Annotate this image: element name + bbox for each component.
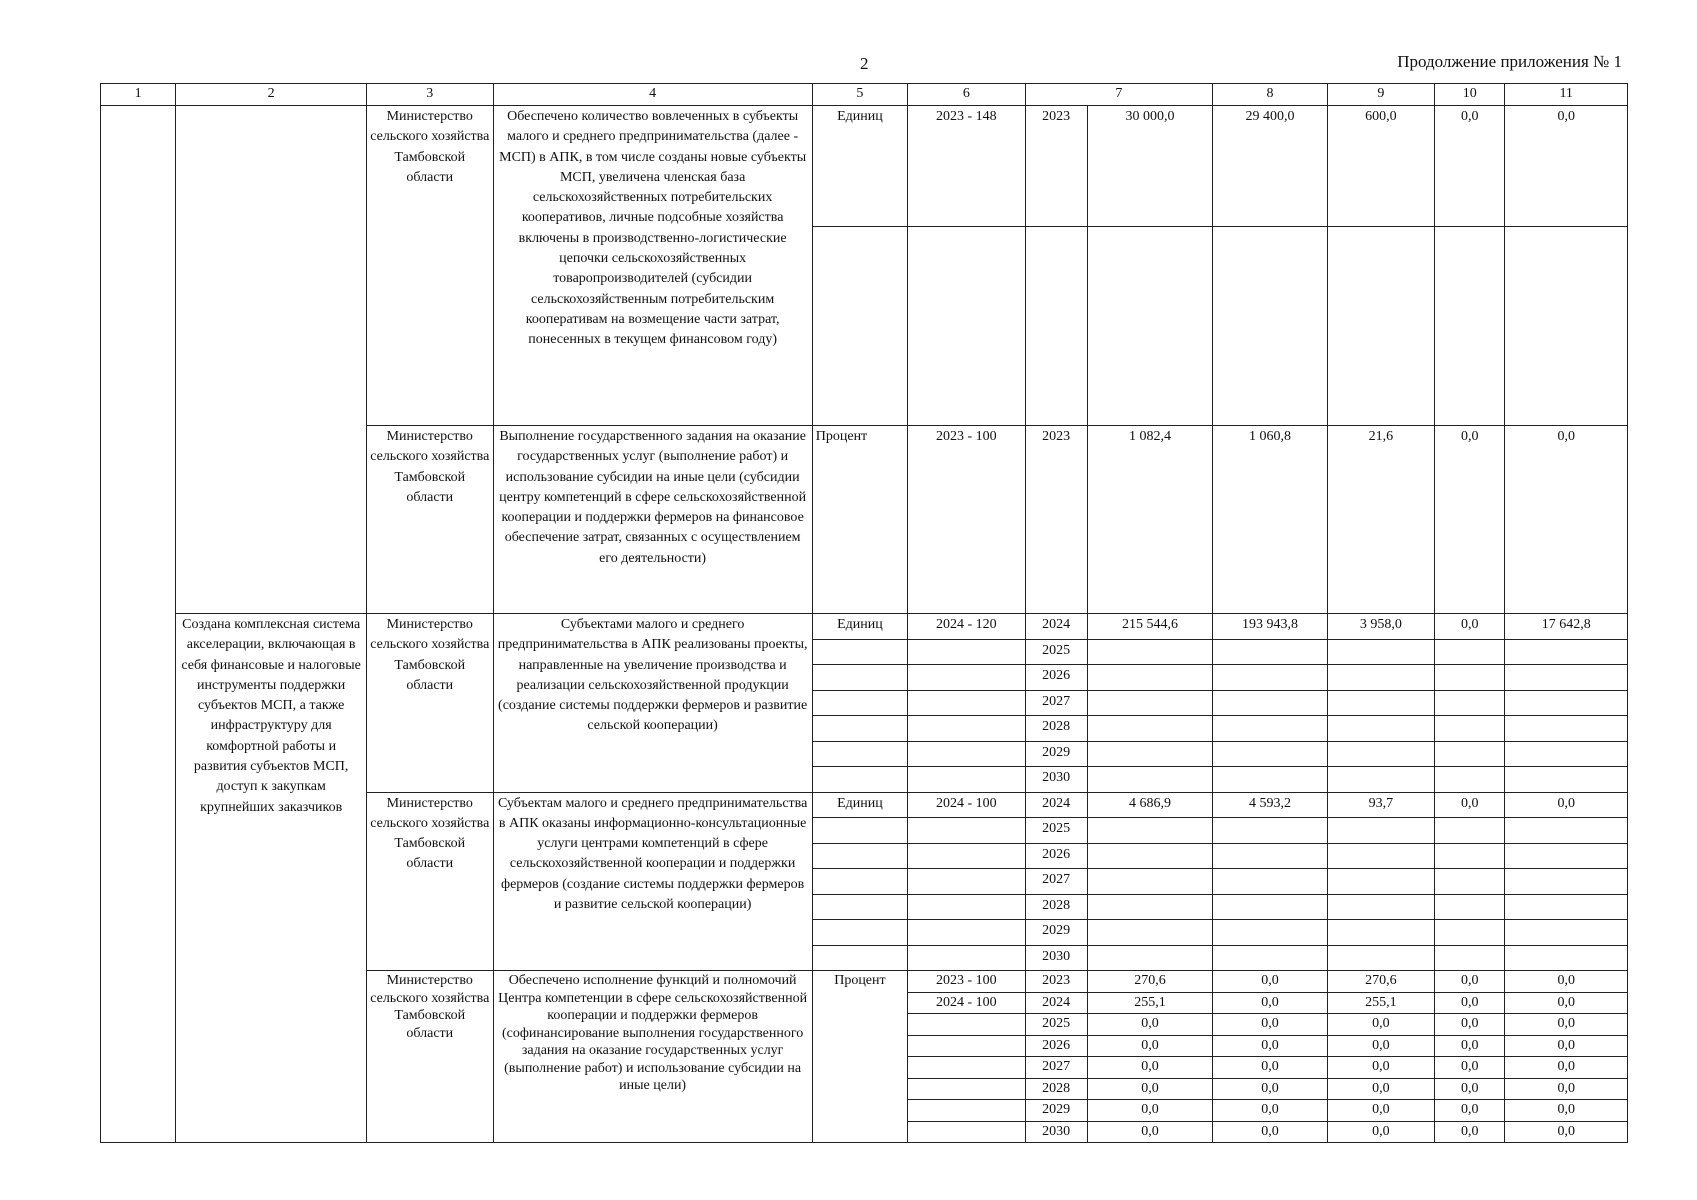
value-col11: 0,0 — [1505, 992, 1628, 1014]
target-cell: 2023 - 100 — [908, 426, 1025, 614]
value-col10: 0,0 — [1435, 1100, 1505, 1122]
total-cell: 0,0 — [1087, 1035, 1212, 1057]
empty-cell — [1087, 227, 1212, 426]
table-row — [101, 106, 1628, 227]
value-col9: 255,1 — [1327, 992, 1434, 1014]
empty-cell — [1087, 945, 1212, 971]
empty-cell — [812, 716, 907, 742]
value-col10: 0,0 — [1435, 792, 1505, 818]
empty-cell — [1213, 843, 1327, 869]
empty-cell — [1087, 920, 1212, 946]
value-col10: 0,0 — [1435, 614, 1505, 640]
description-cell: Субъектами малого и среднего предпринимательства в АПК реализованы проекты, направленные на увеличение производства и реализации сельскохозяйственной продукции (создание системы поддержки фермеров и развитие сельской кооперации) — [493, 614, 812, 793]
value-col8: 1 060,8 — [1213, 426, 1327, 614]
empty-cell — [908, 665, 1025, 691]
value-col8: 0,0 — [1213, 1121, 1327, 1143]
value-col9: 0,0 — [1327, 1035, 1434, 1057]
value-col10: 0,0 — [1435, 1121, 1505, 1143]
unit-cell: Единиц — [812, 106, 907, 227]
empty-cell — [1327, 665, 1434, 691]
empty-cell — [1327, 894, 1434, 920]
value-col11: 0,0 — [1505, 1121, 1628, 1143]
year-cell: 2024 — [1025, 992, 1087, 1014]
cell-col2-empty — [176, 106, 367, 614]
empty-cell — [1435, 227, 1505, 426]
col-header-5: 5 — [812, 84, 907, 106]
year-cell: 2024 — [1025, 614, 1087, 640]
responsible-cell: Министерство сельского хозяйства Тамбовской области — [367, 106, 493, 426]
empty-cell — [812, 639, 907, 665]
empty-cell — [1213, 869, 1327, 895]
year-cell: 2026 — [1025, 665, 1087, 691]
empty-cell — [1327, 716, 1434, 742]
value-col11: 0,0 — [1505, 1078, 1628, 1100]
target-cell — [908, 1078, 1025, 1100]
target-cell — [908, 1035, 1025, 1057]
value-col11: 0,0 — [1505, 106, 1628, 227]
empty-cell — [812, 894, 907, 920]
description-cell: Выполнение государственного задания на оказание государственных услуг (выполнение работ) и использование субсидии на иные цели (субсидии центру компетенций в сфере сельскохозяйственной кооперации и поддержки фермеров на финансовое обеспечение затрат, связанных с осуществлением его деятельности) — [493, 426, 812, 614]
value-col8: 193 943,8 — [1213, 614, 1327, 640]
empty-cell — [1505, 945, 1628, 971]
empty-cell — [1327, 818, 1434, 844]
col-header-11: 11 — [1505, 84, 1628, 106]
empty-cell — [812, 945, 907, 971]
empty-cell — [1505, 639, 1628, 665]
year-cell: 2027 — [1025, 869, 1087, 895]
empty-cell — [908, 894, 1025, 920]
empty-cell — [1505, 716, 1628, 742]
value-col9: 270,6 — [1327, 971, 1434, 993]
description-cell: Субъектам малого и среднего предпринимательства в АПК оказаны информационно-консультационные услуги центрами компетенций в сфере сельскохозяйственной кооперации и поддержки фермеров (создание системы поддержки фермеров и развитие сельской кооперации) — [493, 792, 812, 971]
empty-cell — [1327, 639, 1434, 665]
target-cell: 2023 - 148 — [908, 106, 1025, 227]
value-col9: 93,7 — [1327, 792, 1434, 818]
empty-cell — [812, 818, 907, 844]
year-cell: 2030 — [1025, 767, 1087, 793]
appendix-table — [100, 83, 1628, 1143]
total-cell: 0,0 — [1087, 1057, 1212, 1079]
empty-cell — [1213, 227, 1327, 426]
year-cell: 2025 — [1025, 639, 1087, 665]
empty-cell — [1087, 869, 1212, 895]
year-cell: 2028 — [1025, 1078, 1087, 1100]
empty-cell — [812, 767, 907, 793]
value-col9: 3 958,0 — [1327, 614, 1434, 640]
empty-cell — [1435, 920, 1505, 946]
empty-cell — [1435, 894, 1505, 920]
year-cell: 2028 — [1025, 716, 1087, 742]
responsible-cell: Министерство сельского хозяйства Тамбовской области — [367, 426, 493, 614]
empty-cell — [1213, 818, 1327, 844]
col-header-7: 7 — [1025, 84, 1213, 106]
year-cell: 2030 — [1025, 945, 1087, 971]
empty-cell — [1213, 894, 1327, 920]
value-col9: 0,0 — [1327, 1014, 1434, 1036]
year-cell: 2023 — [1025, 426, 1087, 614]
col-header-1: 1 — [101, 84, 176, 106]
empty-cell — [1213, 716, 1327, 742]
value-col11: 0,0 — [1505, 1035, 1628, 1057]
empty-cell — [1213, 945, 1327, 971]
empty-cell — [1087, 818, 1212, 844]
target-cell — [908, 1057, 1025, 1079]
responsible-cell: Министерство сельского хозяйства Тамбовской области — [367, 971, 493, 1143]
empty-cell — [908, 639, 1025, 665]
empty-cell — [1435, 945, 1505, 971]
empty-cell — [1505, 818, 1628, 844]
empty-cell — [812, 920, 907, 946]
col-header-4: 4 — [493, 84, 812, 106]
empty-cell — [1087, 690, 1212, 716]
empty-cell — [1435, 818, 1505, 844]
empty-cell — [1505, 920, 1628, 946]
col-header-2: 2 — [176, 84, 367, 106]
empty-cell — [908, 818, 1025, 844]
target-cell — [908, 1014, 1025, 1036]
value-col11: 0,0 — [1505, 1100, 1628, 1122]
unit-cell: Процент — [812, 971, 907, 1143]
empty-cell — [812, 843, 907, 869]
value-col11: 0,0 — [1505, 426, 1628, 614]
year-cell: 2030 — [1025, 1121, 1087, 1143]
total-cell: 215 544,6 — [1087, 614, 1212, 640]
responsible-cell: Министерство сельского хозяйства Тамбовской области — [367, 792, 493, 971]
empty-cell — [812, 665, 907, 691]
value-col10: 0,0 — [1435, 1035, 1505, 1057]
empty-cell — [1087, 767, 1212, 793]
empty-cell — [1505, 690, 1628, 716]
value-col11: 17 642,8 — [1505, 614, 1628, 640]
empty-cell — [1213, 665, 1327, 691]
empty-cell — [812, 690, 907, 716]
empty-cell — [1087, 716, 1212, 742]
value-col10: 0,0 — [1435, 1014, 1505, 1036]
value-col8: 0,0 — [1213, 971, 1327, 993]
year-cell: 2027 — [1025, 1057, 1087, 1079]
empty-cell — [1087, 639, 1212, 665]
table-row — [101, 614, 1628, 640]
target-cell — [908, 1121, 1025, 1143]
value-col9: 21,6 — [1327, 426, 1434, 614]
value-col9: 0,0 — [1327, 1100, 1434, 1122]
empty-cell — [1213, 767, 1327, 793]
value-col8: 0,0 — [1213, 1100, 1327, 1122]
col-header-3: 3 — [367, 84, 493, 106]
empty-cell — [1435, 869, 1505, 895]
empty-cell — [1505, 843, 1628, 869]
target-cell: 2024 - 100 — [908, 792, 1025, 818]
empty-cell — [1435, 716, 1505, 742]
unit-cell: Процент — [812, 426, 907, 614]
empty-cell — [1327, 843, 1434, 869]
total-cell: 4 686,9 — [1087, 792, 1212, 818]
total-cell: 255,1 — [1087, 992, 1212, 1014]
col-header-10: 10 — [1435, 84, 1505, 106]
page-number: 2 — [860, 54, 869, 73]
empty-cell — [1087, 741, 1212, 767]
value-col8: 4 593,2 — [1213, 792, 1327, 818]
value-col11: 0,0 — [1505, 1057, 1628, 1079]
empty-cell — [908, 945, 1025, 971]
empty-cell — [1327, 227, 1434, 426]
year-cell: 2029 — [1025, 920, 1087, 946]
target-cell — [908, 1100, 1025, 1122]
value-col8: 0,0 — [1213, 1035, 1327, 1057]
header-row — [101, 84, 1628, 106]
target-cell: 2024 - 120 — [908, 614, 1025, 640]
col-header-6: 6 — [908, 84, 1025, 106]
value-col9: 0,0 — [1327, 1078, 1434, 1100]
value-col8: 0,0 — [1213, 1014, 1327, 1036]
unit-cell: Единиц — [812, 792, 907, 818]
total-cell: 270,6 — [1087, 971, 1212, 993]
value-col8: 29 400,0 — [1213, 106, 1327, 227]
year-cell: 2026 — [1025, 1035, 1087, 1057]
year-cell: 2029 — [1025, 741, 1087, 767]
empty-cell — [1327, 945, 1434, 971]
empty-cell — [1087, 843, 1212, 869]
cell-col1 — [101, 106, 176, 1143]
continuation-note: Продолжение приложения № 1 — [1397, 52, 1622, 71]
empty-cell — [1505, 741, 1628, 767]
value-col10: 0,0 — [1435, 971, 1505, 993]
empty-cell — [1213, 920, 1327, 946]
value-col10: 0,0 — [1435, 426, 1505, 614]
responsible-cell: Министерство сельского хозяйства Тамбовской области — [367, 614, 493, 793]
description-cell: Обеспечено количество вовлеченных в субъекты малого и среднего предпринимательства (далее - МСП) в АПК, в том числе созданы новые субъекты МСП, увеличена членская база сельскохозяйственных потребительских кооперативов, личные подсобные хозяйства включены в производственно-логистические цепочки сельскохозяйственных товаропроизводителей (субсидии сельскохозяйственным потребительским кооперативам на возмещение части затрат, понесенных в текущем финансовом году) — [493, 106, 812, 426]
empty-cell — [1435, 665, 1505, 691]
empty-cell — [908, 227, 1025, 426]
total-cell: 0,0 — [1087, 1014, 1212, 1036]
empty-cell — [1505, 227, 1628, 426]
empty-cell — [1505, 767, 1628, 793]
empty-cell — [1435, 639, 1505, 665]
unit-cell: Единиц — [812, 614, 907, 640]
year-cell: 2025 — [1025, 1014, 1087, 1036]
total-cell: 30 000,0 — [1087, 106, 1212, 227]
empty-cell — [1327, 690, 1434, 716]
value-col11: 0,0 — [1505, 792, 1628, 818]
value-col11: 0,0 — [1505, 971, 1628, 993]
year-cell: 2029 — [1025, 1100, 1087, 1122]
value-col10: 0,0 — [1435, 992, 1505, 1014]
empty-cell — [1435, 690, 1505, 716]
empty-cell — [1435, 767, 1505, 793]
value-col8: 0,0 — [1213, 1078, 1327, 1100]
empty-cell — [1505, 665, 1628, 691]
empty-cell — [1025, 227, 1087, 426]
value-col8: 0,0 — [1213, 992, 1327, 1014]
empty-cell — [1505, 869, 1628, 895]
value-col11: 0,0 — [1505, 1014, 1628, 1036]
year-cell: 2024 — [1025, 792, 1087, 818]
value-col8: 0,0 — [1213, 1057, 1327, 1079]
empty-cell — [1087, 894, 1212, 920]
year-cell: 2028 — [1025, 894, 1087, 920]
year-cell: 2026 — [1025, 843, 1087, 869]
empty-cell — [908, 690, 1025, 716]
empty-cell — [1087, 665, 1212, 691]
value-col9: 600,0 — [1327, 106, 1434, 227]
empty-cell — [1327, 741, 1434, 767]
year-cell: 2023 — [1025, 106, 1087, 227]
value-col9: 0,0 — [1327, 1057, 1434, 1079]
empty-cell — [1435, 741, 1505, 767]
col-header-9: 9 — [1327, 84, 1434, 106]
empty-cell — [1213, 690, 1327, 716]
col-header-8: 8 — [1213, 84, 1327, 106]
total-cell: 0,0 — [1087, 1078, 1212, 1100]
empty-cell — [812, 227, 907, 426]
value-col10: 0,0 — [1435, 1057, 1505, 1079]
total-cell: 0,0 — [1087, 1121, 1212, 1143]
empty-cell — [908, 920, 1025, 946]
empty-cell — [1327, 767, 1434, 793]
target-cell: 2024 - 100 — [908, 992, 1025, 1014]
empty-cell — [908, 716, 1025, 742]
empty-cell — [812, 741, 907, 767]
total-cell: 0,0 — [1087, 1100, 1212, 1122]
year-cell: 2023 — [1025, 971, 1087, 993]
empty-cell — [908, 767, 1025, 793]
value-col9: 0,0 — [1327, 1121, 1434, 1143]
year-cell: 2027 — [1025, 690, 1087, 716]
result-cell: Создана комплексная система акселерации, включающая в себя финансовые и налоговые инструменты поддержки субъектов МСП, а также инфраструктуру для комфортной работы и развития субъектов МСП, доступ к закупкам крупнейших заказчиков — [176, 614, 367, 1143]
total-cell: 1 082,4 — [1087, 426, 1212, 614]
empty-cell — [1327, 920, 1434, 946]
empty-cell — [812, 869, 907, 895]
empty-cell — [1505, 894, 1628, 920]
year-cell: 2025 — [1025, 818, 1087, 844]
empty-cell — [1327, 869, 1434, 895]
empty-cell — [1213, 741, 1327, 767]
target-cell: 2023 - 100 — [908, 971, 1025, 993]
empty-cell — [1435, 843, 1505, 869]
empty-cell — [908, 869, 1025, 895]
empty-cell — [908, 843, 1025, 869]
value-col10: 0,0 — [1435, 106, 1505, 227]
empty-cell — [908, 741, 1025, 767]
value-col10: 0,0 — [1435, 1078, 1505, 1100]
empty-cell — [1213, 639, 1327, 665]
description-cell: Обеспечено исполнение функций и полномочий Центра компетенции в сфере сельскохозяйственной кооперации и поддержки фермеров (софинансирование выполнения государственного задания на оказание государственных услуг (выполнение работ) и использование субсидии на иные цели) — [493, 971, 812, 1143]
